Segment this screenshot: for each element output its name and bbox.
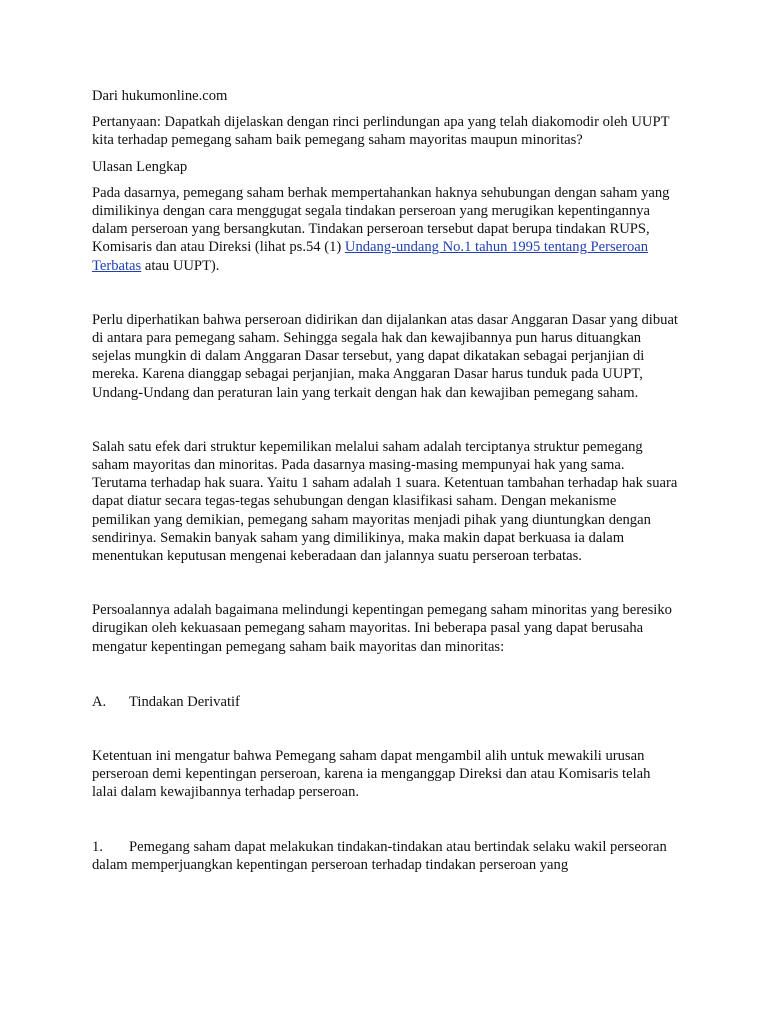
- section-a-title: Tindakan Derivatif: [129, 693, 240, 710]
- list-item-1: [92, 838, 678, 874]
- review-heading: Ulasan Lengkap: [92, 158, 188, 175]
- paragraph-minority-protection: Persoalannya adalah bagaimana melindungi kepentingan pemegang saham minoritas yang beresiko dirugikan oleh kekuasaan pemegang saham mayoritas. Ini beberapa pasal yang dapat berusaha mengatur kepentingan pemegang saham baik mayoritas dan minoritas:: [92, 602, 672, 655]
- paragraph-rights: [92, 184, 678, 275]
- law-reference-link[interactable]: Undang-undang No.1 tahun 1995 tentang Perseroan Terbatas: [92, 239, 649, 274]
- paragraph-rights-tail: atau UUPT).: [141, 257, 220, 274]
- paragraph-derivative-action: Ketentuan ini mengatur bahwa Pemegang saham dapat mengambil alih untuk mewakili urusan perseroan demi kepentingan perseroan, karena ia menganggap Direksi dan atau Komisaris telah lalai dalam kewajibannya terhadap perseroan.: [92, 748, 651, 801]
- list-item-1-text: Pemegang saham dapat melakukan tindakan-tindakan atau bertindak selaku wakil perseoran dalam memperjuangkan kepentingan perseroan terhadap tindakan perseroan yang: [92, 838, 667, 873]
- paragraph-rights-text: Pada dasarnya, pemegang saham berhak mempertahankan haknya sehubungan dengan saham yang dimilikinya dengan cara menggugat segala tindakan perseroan yang merugikan kepentingannya dalam perseroan yang bersangkutan. Tindakan perseroan tersebut dapat berupa tindakan RUPS, Komisaris dan atau Direksi (lihat ps.54 (1): [92, 184, 670, 256]
- section-a-heading: [92, 693, 678, 711]
- paragraph-ownership-structure: Salah satu efek dari struktur kepemilikan melalui saham adalah terciptanya struktur pemegang saham mayoritas dan minoritas. Pada dasarnya masing-masing mempunyai hak yang sama. Terutama terhadap hak suara. Yaitu 1 saham adalah 1 suara. Ketentuan tambahan terhadap hak suara dapat diatur secara tegas-tegas sehubungan dengan klasifikasi saham. Dengan mekanisme pemilikan yang demikian, pemegang saham mayoritas menjadi pihak yang diuntungkan dengan sendirinya. Semakin banyak saham yang dimilikinya, maka makin dapat berkuasa ia dalam menentukan keputusan mengenai keberadaan dan jalannya suatu perseroan terbatas.: [92, 438, 678, 565]
- section-a-marker: A.: [92, 693, 107, 710]
- paragraph-articles-of-association: Perlu diperhatikan bahwa perseroan didirikan dan dijalankan atas dasar Anggaran Dasar yang dibuat di antara para pemegang saham. Sehingga segala hak dan kewajibannya pun harus dituangkan sejelas mungkin di dalam Anggaran Dasar tersebut, yang dapat dikatakan sebagai perjanjian di mereka. Karena dianggap sebagai perjanjian, maka Anggaran Dasar harus tunduk pada UUPT, Undang-Undang dan peraturan lain yang terkait dengan hak dan kewajiban pemegang saham.: [92, 311, 678, 401]
- source-line: Dari hukumonline.com: [92, 88, 228, 104]
- question-paragraph: Pertanyaan: Dapatkah dijelaskan dengan rinci perlindungan apa yang telah diakomodir oleh UUPT kita terhadap pemegang saham baik pemegang saham mayoritas maupun minoritas?: [92, 114, 670, 149]
- document-page: [92, 87, 678, 874]
- list-item-1-marker: 1.: [92, 838, 103, 855]
